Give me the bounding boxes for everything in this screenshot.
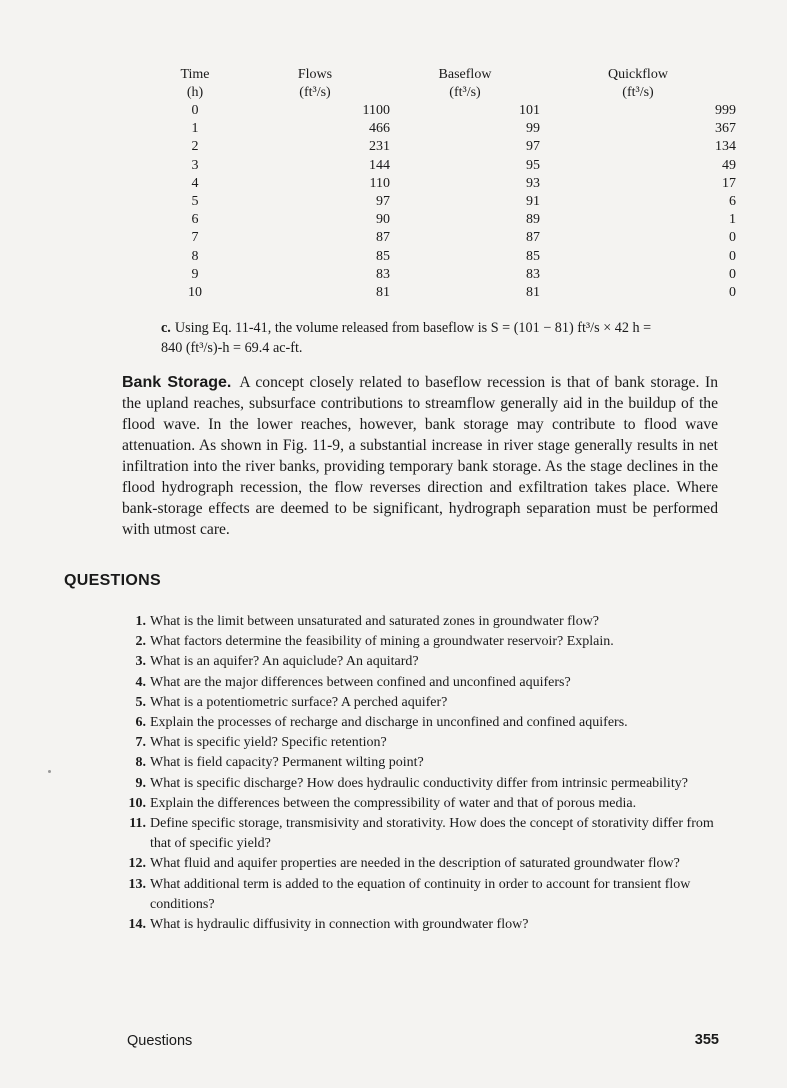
question-number: 8. — [135, 755, 146, 771]
table-row — [150, 211, 736, 229]
header-flows-unit: (ft³/s) — [299, 85, 331, 100]
question-text: What factors determine the feasibility of mining a groundwater reservoir? Explain. — [150, 634, 614, 650]
quickflow-cell: 1 — [729, 212, 736, 228]
question-text: What is the limit between unsaturated and saturated zones in groundwater flow? — [150, 614, 600, 629]
question-item — [122, 673, 720, 693]
baseflow-cell: 85 — [526, 248, 540, 264]
note-text-1: Using Eq. 11-41, the volume released from baseflow is S = (101 − 81) ft³/s × 42 h = — [174, 320, 652, 336]
flows-cell: 87 — [376, 230, 390, 246]
question-item — [122, 774, 720, 794]
time-cell: 5 — [191, 194, 199, 210]
question-text: What is specific discharge? How does hydraulic conductivity differ from intrinsic permeability? — [150, 775, 688, 791]
time-cell: 9 — [191, 266, 199, 282]
question-number: 12. — [128, 856, 146, 872]
question-item — [122, 713, 720, 733]
question-item — [122, 794, 720, 814]
header-flows: Flows — [297, 67, 333, 82]
flows-cell: 90 — [376, 212, 390, 228]
table-row — [150, 175, 736, 193]
table-header-row-1 — [150, 66, 736, 84]
quickflow-cell: 0 — [729, 230, 736, 246]
time-cell: 6 — [191, 212, 199, 228]
flow-separation-table — [150, 66, 736, 302]
quickflow-cell: 999 — [715, 103, 736, 118]
baseflow-cell: 89 — [526, 212, 540, 228]
time-cell: 7 — [191, 230, 199, 246]
flows-cell: 81 — [376, 285, 390, 301]
baseflow-cell: 81 — [526, 285, 540, 301]
solution-note — [161, 318, 736, 358]
question-text: What fluid and aquifer properties are needed in the description of saturated groundwater flow? — [150, 856, 680, 872]
quickflow-cell: 0 — [729, 285, 736, 301]
question-item — [122, 733, 720, 753]
table-header-row-2 — [150, 84, 736, 102]
question-number: 9. — [135, 775, 146, 791]
baseflow-cell: 91 — [526, 194, 540, 210]
question-text: What additional term is added to the equation of continuity in order to account for transient flow conditions? — [150, 876, 691, 912]
quickflow-cell: 0 — [729, 266, 736, 282]
time-cell: 2 — [191, 139, 199, 155]
flows-cell: 231 — [369, 139, 390, 155]
question-text: Explain the differences between the compressibility of water and that of porous media. — [150, 795, 637, 811]
question-item — [122, 652, 720, 672]
question-item — [122, 814, 720, 854]
baseflow-cell: 87 — [526, 230, 540, 246]
question-item — [122, 693, 720, 713]
question-text: Define specific storage, transmisivity and storativity. How does the concept of storativity differ from that of specific yield? — [150, 816, 714, 852]
question-item — [122, 875, 720, 915]
questions-title: QUESTIONS — [64, 572, 161, 589]
table-row — [150, 193, 736, 211]
question-text: What is an aquifer? An aquiclude? An aquitard? — [150, 654, 419, 670]
baseflow-cell: 99 — [526, 121, 540, 137]
bank-storage-text: A concept closely related to baseflow recession is that of bank storage. In the upland reaches, subsurface contributions to streamflow generally aid in the buildup of the flood wave. In the lower reaches, however, bank storage may contribute to flood wave attenuation. As shown in Fig. 11-9, a substantial increase in river stage generally results in net infiltration into the river banks, providing temporary bank storage. As the stage declines in the flood hydrograph recession, the flow reverses direction and exfiltration takes place. Where bank-storage effects are deemed to be significant, hydrograph separation must be performed with utmost care. — [122, 374, 719, 538]
question-number: 2. — [135, 634, 146, 650]
flows-cell: 466 — [369, 121, 390, 137]
question-number: 6. — [135, 715, 146, 731]
header-quickflow-unit: (ft³/s) — [622, 85, 654, 100]
page-number: 355 — [694, 1032, 719, 1048]
table-row — [150, 138, 736, 156]
bank-storage-paragraph — [122, 372, 718, 540]
question-number: 5. — [135, 694, 146, 710]
question-text: What are the major differences between confined and unconfined aquifers? — [150, 674, 571, 690]
question-text: What is a potentiometric surface? A perched aquifer? — [150, 694, 448, 710]
baseflow-cell: 93 — [526, 175, 540, 191]
time-cell: 4 — [191, 175, 199, 191]
header-baseflow-unit: (ft³/s) — [449, 85, 481, 100]
question-number: 11. — [129, 816, 146, 832]
questions-list — [122, 612, 720, 935]
time-cell: 8 — [191, 248, 199, 264]
question-text: What is hydraulic diffusivity in connection with groundwater flow? — [150, 917, 529, 933]
bank-storage-heading: Bank Storage. — [122, 374, 232, 391]
time-cell: 1 — [191, 121, 199, 137]
table-row — [150, 248, 736, 266]
quickflow-cell: 134 — [715, 139, 736, 155]
question-number: 10. — [128, 795, 146, 811]
question-number: 14. — [128, 917, 146, 933]
header-baseflow: Baseflow — [438, 67, 492, 82]
flows-cell: 144 — [369, 157, 390, 173]
header-time: Time — [180, 67, 210, 82]
footer-section-title: Questions — [127, 1033, 193, 1049]
quickflow-cell: 17 — [722, 175, 736, 191]
question-item — [122, 632, 720, 652]
table-row — [150, 284, 736, 302]
table-row — [150, 102, 736, 120]
header-quickflow: Quickflow — [608, 67, 668, 82]
question-number: 7. — [135, 735, 146, 751]
question-number: 1. — [135, 614, 146, 629]
quickflow-cell: 367 — [715, 121, 736, 137]
time-cell: 3 — [191, 157, 199, 173]
note-line-1 — [161, 318, 736, 338]
note-text-2: 840 (ft³/s)-h = 69.4 ac-ft. — [161, 340, 303, 356]
time-cell: 10 — [188, 285, 202, 301]
question-number: 13. — [128, 876, 146, 892]
question-number: 4. — [135, 674, 146, 690]
question-number: 3. — [135, 654, 146, 670]
flows-cell: 85 — [376, 248, 390, 264]
quickflow-cell: 0 — [729, 248, 736, 264]
table-row — [150, 266, 736, 284]
quickflow-cell: 49 — [722, 157, 736, 173]
baseflow-cell: 97 — [526, 139, 540, 155]
question-item — [122, 753, 720, 773]
question-text: Explain the processes of recharge and discharge in unconfined and confined aquifers. — [150, 715, 628, 731]
header-time-unit: (h) — [186, 85, 204, 100]
table-row — [150, 157, 736, 175]
flows-cell: 83 — [376, 266, 390, 282]
flows-cell: 1100 — [362, 103, 390, 118]
table-row — [150, 229, 736, 247]
flows-cell: 110 — [369, 175, 390, 191]
table-body — [150, 102, 736, 302]
table-row — [150, 120, 736, 138]
baseflow-cell: 95 — [526, 157, 540, 173]
quickflow-cell: 6 — [729, 194, 736, 210]
question-item — [122, 915, 720, 935]
question-item — [122, 612, 720, 632]
question-item — [122, 854, 720, 874]
margin-mark — [48, 770, 51, 773]
question-text: What is specific yield? Specific retention? — [150, 735, 387, 751]
note-label: c. — [161, 320, 171, 336]
baseflow-cell: 83 — [526, 266, 540, 282]
question-text: What is field capacity? Permanent wilting point? — [150, 755, 424, 771]
time-cell: 0 — [191, 103, 199, 118]
flows-cell: 97 — [376, 194, 390, 210]
baseflow-cell: 101 — [519, 103, 540, 118]
